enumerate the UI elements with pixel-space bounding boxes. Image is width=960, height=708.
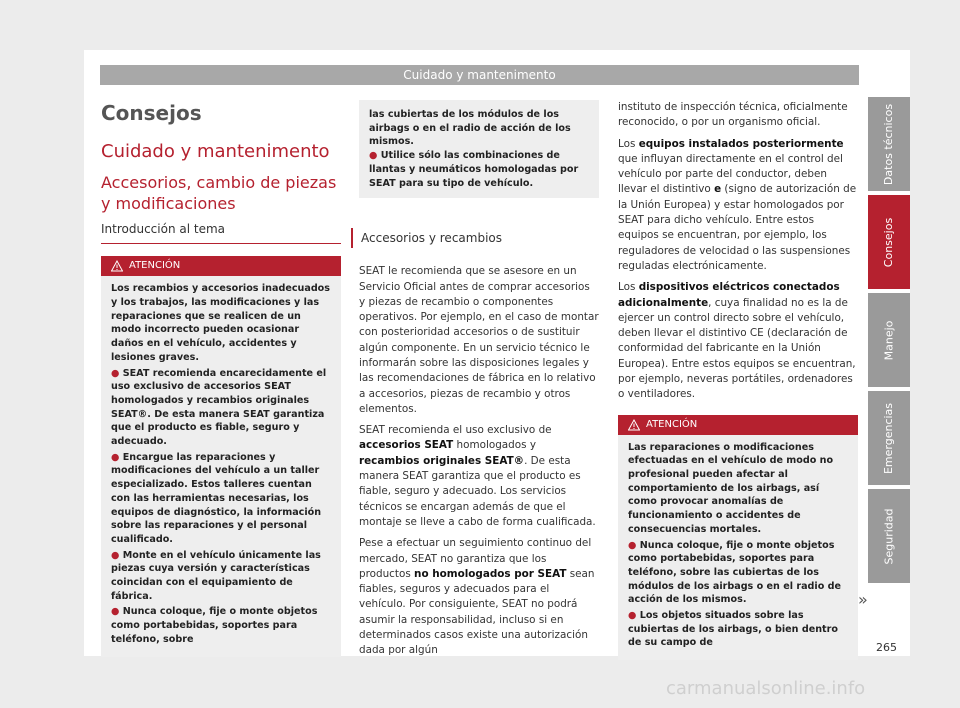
paragraph: instituto de inspección técnica, oficialmente reconocido, o por un organismo oficial.	[618, 101, 848, 129]
warning-continuation	[359, 100, 599, 198]
warning-icon	[111, 260, 123, 272]
continue-arrow-icon: »	[858, 590, 868, 609]
warning-bullet	[628, 539, 848, 608]
bullet-text: Nunca coloque, fije o monte objetos como portabebidas, soportes para teléfono, sobre	[111, 606, 318, 645]
bullet-icon: ●	[628, 539, 637, 551]
bullet-text: Utilice sólo las combinaciones de llantas y neumáticos homologadas por SEAT para su tipo de vehículo.	[369, 150, 579, 189]
warning-bullet	[369, 149, 589, 190]
tab-manejo[interactable]: Manejo	[868, 293, 910, 387]
bullet-icon: ●	[369, 150, 378, 162]
tab-seguridad[interactable]: Seguridad	[868, 489, 910, 583]
paragraph: SEAT recomienda el uso exclusivo de accesorios SEAT homologados y recambios originales SEAT®. De esta manera SEAT garantiza que el producto es fiable, seguro y adecuado. Los servicios técnicos se encargan además de que el montaje se lleve a cabo de forma cualificada.	[359, 424, 596, 528]
bullet-icon: ●	[111, 549, 120, 561]
warning-bullet	[111, 367, 331, 449]
bullet-text: Encargue las reparaciones y modificaciones del vehículo a un taller especializado. Estos talleres cuentan con las herramientas necesarias, los equipos de diagnóstico, la información sobre las reparaciones y el personal cualificado.	[111, 451, 322, 545]
section-heading: Accesorios y recambios	[351, 228, 599, 248]
warning-box	[101, 256, 341, 656]
watermark: carmanualsonline.info	[666, 678, 866, 699]
chapter-title: Consejos	[101, 101, 202, 125]
tab-datos-tecnicos[interactable]: Datos técnicos	[868, 97, 910, 191]
bullet-text: Nunca coloque, fije o monte objetos como portabebidas, soportes para teléfono, sobre las cubiertas de los módulos de los airbags o en el radio de acción de los mismos.	[628, 539, 842, 606]
running-header: Cuidado y mantenimento	[100, 65, 859, 85]
column-3	[618, 100, 858, 660]
warning-body	[101, 276, 341, 656]
paragraph: Los dispositivos eléctricos conectados adicionalmente, cuya finalidad no es la de ejercer un control directo sobre el vehículo, deben llevar el distintivo CE (declaración de conformidad del fabricante en la Unión Europea). Entre estos equipos se encuentran, por ejemplo, neveras portátiles, ordenadores o ventiladores.	[618, 281, 856, 401]
warning-header	[101, 256, 341, 276]
bullet-text: Los objetos situados sobre las cubiertas de los airbags, o bien dentro de su campo de	[628, 610, 838, 649]
column-2	[359, 100, 599, 665]
paragraph: Pese a efectuar un seguimiento continuo del mercado, SEAT no garantiza que los productos no homologados por SEAT sean fiables, seguros y adecuados para el vehículo. Por consiguiente, SEAT no podrá asumir la responsabilidad, incluso si en determinados casos existe una autorización dada por algún	[359, 537, 595, 657]
warning-body	[618, 435, 858, 661]
tab-emergencias[interactable]: Emergencias	[868, 391, 910, 485]
intro-heading: Introducción al tema	[101, 222, 341, 244]
warning-icon	[628, 419, 640, 431]
page-number: 265	[876, 641, 897, 654]
warning-paragraph: las cubiertas de los módulos de los airbags o en el radio de acción de los mismos.	[369, 109, 571, 148]
warning-paragraph: Los recambios y accesorios inadecuados y los trabajos, las modificaciones y las reparaciones que se realicen de un modo incorrecto pueden ocasionar daños en el vehículo, accidentes y lesiones graves.	[111, 283, 330, 363]
bullet-icon: ●	[111, 451, 120, 463]
bullet-icon: ●	[111, 367, 120, 379]
paragraph: SEAT le recomienda que se asesore en un Servicio Oficial antes de comprar accesorios y piezas de recambio o componentes operativos. Por ejemplo, en el caso de montar con posterioridad accesorios o de sustituir algún componente. En un servicio técnico le informarán sobre las disposiciones legales y las recomendaciones de fábrica en lo relativo a accesorios, piezas de recambio y otros elementos.	[359, 265, 599, 415]
warning-label: ATENCIÓN	[129, 260, 181, 272]
warning-bullet	[111, 605, 331, 646]
paragraph: Los equipos instalados posteriormente que influyan directamente en el control del vehículo por parte del conductor, deben llevar el distintivo e (signo de autorización de la Unión Europea) y estar homologados por SEAT para dicho vehículo. Entre estos equipos se encuentran, por ejemplo, los reguladores de velocidad o las suspensiones reguladas electrónicamente.	[618, 137, 857, 272]
tab-consejos[interactable]: Consejos	[868, 195, 910, 289]
bullet-text: SEAT recomienda encarecidamente el uso exclusivo de accesorios SEAT homologados y recambios originales SEAT®. De esta manera SEAT garantiza que el producto es fiable, seguro y adecuado.	[111, 367, 327, 448]
column-1	[101, 100, 341, 657]
warning-label: ATENCIÓN	[646, 418, 698, 430]
subsection-title: Accesorios, cambio de piezas y modificaciones	[101, 173, 337, 213]
warning-paragraph: Las reparaciones o modificaciones efectuadas en el vehículo de modo no profesional pueden afectar al comportamiento de los airbags, así como provocar anomalías de funcionamiento o accidentes de consecuencias mortales.	[628, 441, 834, 535]
bullet-icon: ●	[628, 610, 637, 622]
section-title: Cuidado y mantenimento	[101, 141, 330, 162]
warning-bullet	[111, 451, 331, 547]
bullet-text: Monte en el vehículo únicamente las piezas cuya versión y características coincidan con el equipamiento de fábrica.	[111, 549, 321, 602]
warning-header	[618, 415, 858, 435]
warning-bullet	[111, 549, 331, 604]
bullet-icon: ●	[111, 606, 120, 618]
warning-bullet	[628, 609, 848, 650]
warning-box	[618, 415, 858, 661]
